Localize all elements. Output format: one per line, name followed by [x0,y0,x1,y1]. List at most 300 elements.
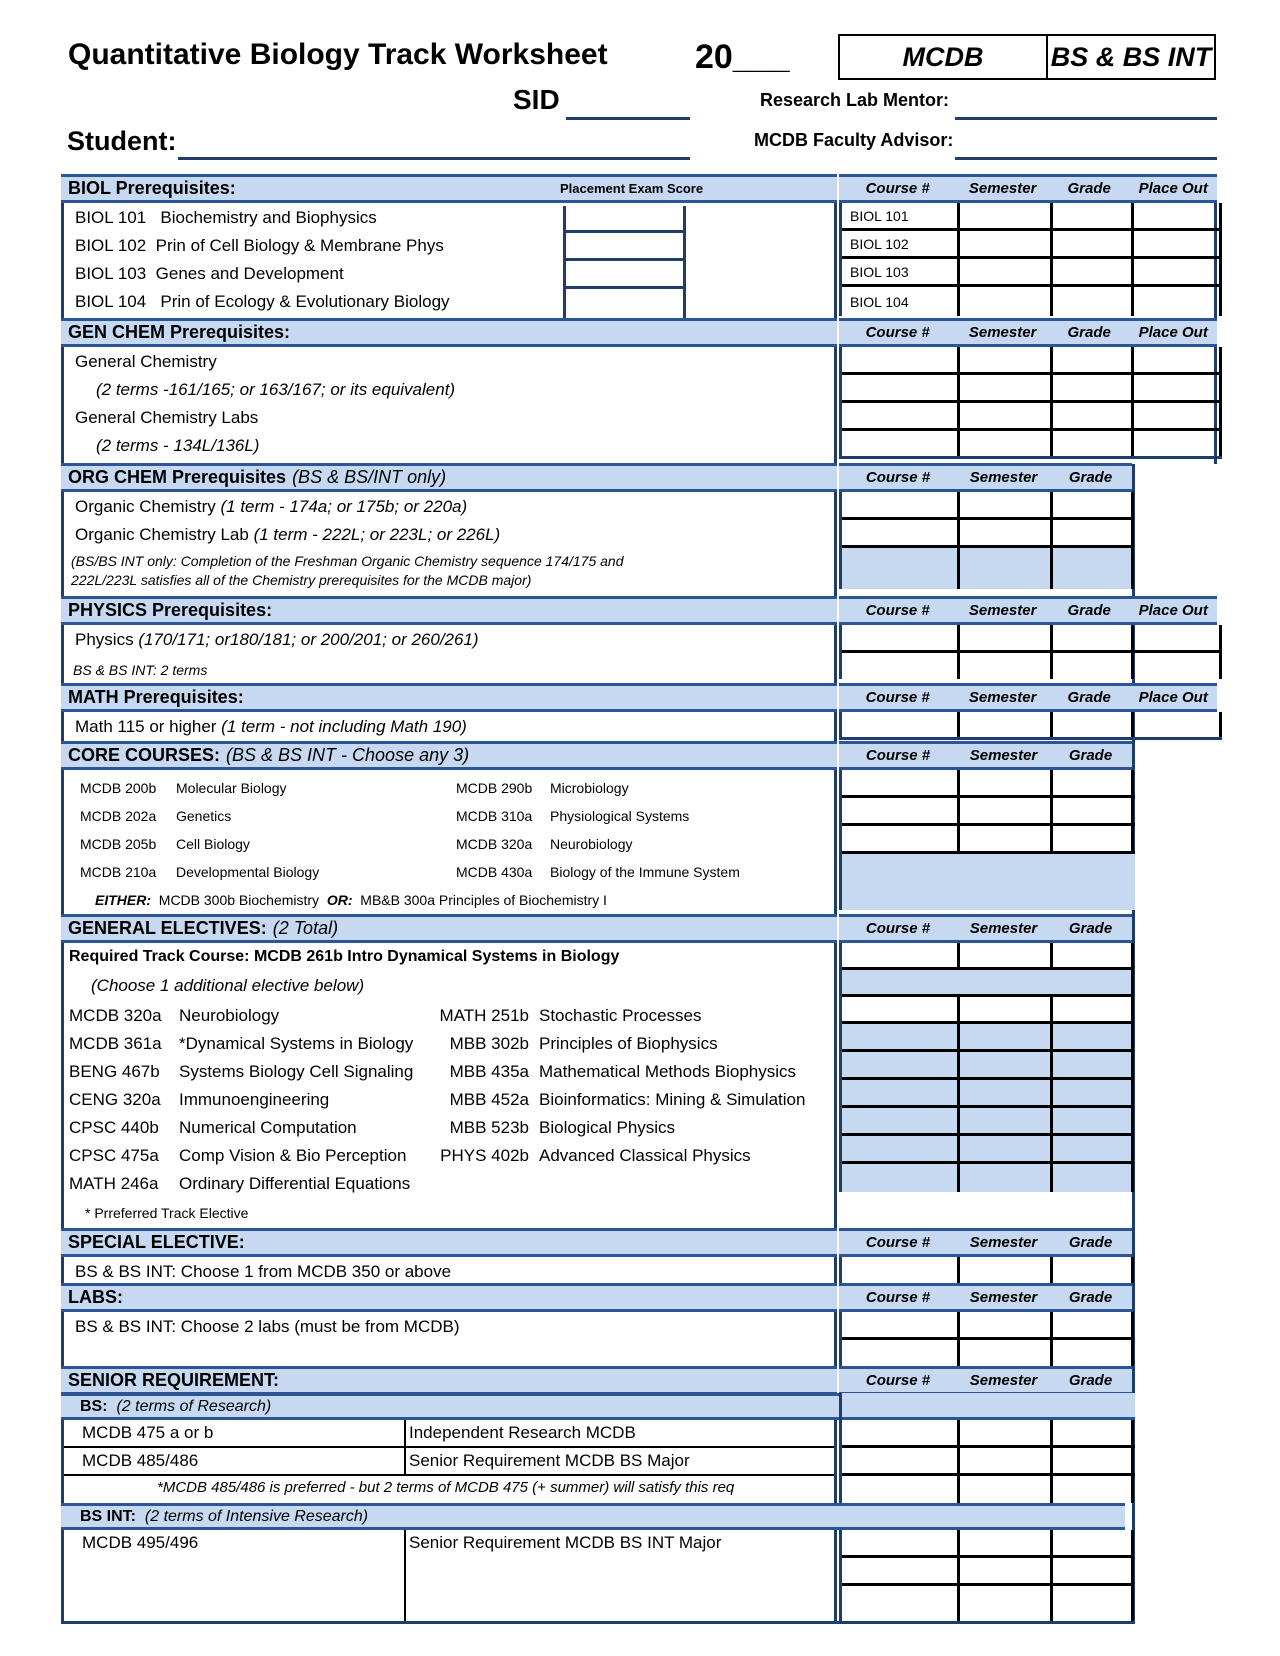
physics-course: Physics [75,630,134,649]
course-cell: BIOL 102 [842,231,960,256]
special-header [61,1228,837,1257]
worksheet-form [61,174,1217,1624]
semester-cell[interactable] [960,231,1053,256]
grade-cell[interactable] [1053,770,1134,795]
course-name: *Dynamical Systems in Biology [179,1034,414,1053]
grade-cell[interactable] [1053,431,1134,456]
physics-col-headers [839,596,1217,625]
course-cell[interactable] [842,770,960,795]
course-name: Independent Research MCDB [409,1423,636,1442]
semester-cell[interactable] [960,347,1053,372]
row-divider [404,1530,406,1621]
course-name: Numerical Computation [179,1118,357,1137]
col-course: Course # [865,1289,931,1306]
course-name: Prin of Ecology & Evolutionary Biology [160,292,450,311]
orgchem-line [75,497,467,517]
semester-cell[interactable] [960,431,1053,456]
col-semester: Semester [969,1234,1038,1251]
course-num: MCDB 320a [69,1006,162,1025]
bs-note: (2 terms of Research) [116,1397,272,1415]
grade-cell[interactable] [1053,997,1134,1021]
genchem-line: General Chemistry Labs [75,408,259,427]
math-grid [839,712,1222,740]
bs-footnote: *MCDB 485/486 is preferred - but 2 terms of MCDB 475 (+ summer) will satisfy this req [157,1479,735,1496]
math-title: MATH Prerequisites: [68,687,244,707]
course-name: Stochastic Processes [539,1006,702,1025]
course-cell[interactable] [842,492,960,517]
page-title: Quantitative Biology Track Worksheet [68,38,608,71]
course-cell[interactable] [842,1420,960,1445]
core-item [80,780,287,796]
grade-cell[interactable] [1053,943,1134,967]
course-cell[interactable] [842,943,960,967]
grade-cell[interactable] [1053,653,1134,679]
semester-cell[interactable] [960,403,1053,428]
choose-note: (Choose 1 additional elective below) [91,976,365,995]
grade-cell[interactable] [1053,203,1134,228]
senior-col-headers [839,1366,1132,1395]
col-semester: Semester [969,747,1038,764]
grade-cell[interactable] [1053,798,1134,823]
grade-cell[interactable] [1053,287,1134,316]
math-col-headers [839,683,1217,712]
semester-cell[interactable] [960,1257,1053,1283]
course-name: Senior Requirement MCDB BS Major [409,1451,690,1470]
electives-title: GENERAL ELECTIVES: [68,918,267,938]
orgchem-terms: (1 term - 222L; or 223L; or 226L) [253,525,501,544]
course-cell[interactable] [842,1476,960,1503]
degree-label: BS & BS INT [1050,41,1212,72]
elective-item [69,1034,414,1054]
shaded-cell [960,1164,1053,1192]
col-grade: Grade [1068,1372,1113,1389]
shaded-cell [1053,1136,1134,1161]
mentor-input[interactable] [955,117,1217,120]
course-num: BIOL 101 [75,208,147,227]
course-cell[interactable] [842,403,960,428]
physics-line [75,630,479,650]
shaded-cell [842,1108,960,1133]
shaded-cell [960,1108,1053,1133]
orgchem-course: Organic Chemistry Lab [75,525,249,544]
col-course: Course # [865,1372,931,1389]
orgchem-col-headers [839,463,1132,492]
grade-cell[interactable] [1053,625,1134,650]
course-cell[interactable] [842,1530,960,1555]
elective-item [69,1006,280,1026]
course-num: PHYS 402b [440,1146,529,1165]
biol-grid [839,203,1222,316]
col-grade: Grade [1068,920,1113,937]
grade-cell[interactable] [1053,1586,1134,1621]
elective-footnote: * Prreferred Track Elective [85,1205,249,1221]
elective-item [69,1146,407,1166]
shaded-cell [960,1052,1053,1077]
orgchem-terms: (1 term - 174a; or 175b; or 220a) [220,497,468,516]
elective-item [439,1090,806,1110]
course-cell[interactable] [842,653,960,679]
shaded-cell [960,1024,1053,1049]
grade-cell[interactable] [1053,520,1134,545]
semester-cell[interactable] [960,653,1053,679]
placeout-cell[interactable] [1134,653,1222,679]
biol-title: BIOL Prerequisites: [68,178,236,198]
course-name: Prin of Cell Biology & Membrane Phys [155,236,444,255]
course-name: Bioinformatics: Mining & Simulation [539,1090,806,1109]
course-cell[interactable] [842,712,960,737]
course-cell[interactable] [842,798,960,823]
course-num: MCDB 320a [456,836,533,852]
course-name: Genetics [176,808,232,824]
elective-item [69,1118,357,1138]
grade-cell[interactable] [1053,1312,1134,1337]
course-num: MBB 452a [449,1090,529,1109]
course-cell[interactable] [842,375,960,400]
course-cell[interactable] [842,1312,960,1337]
placeout-cell[interactable] [1134,259,1222,284]
col-placeout: Place Out [1138,689,1208,706]
semester-cell[interactable] [960,1448,1053,1473]
col-grade: Grade [1068,469,1113,486]
course-cell[interactable] [842,826,960,851]
orgchem-footnote: (BS/BS INT only: Completion of the Freshman Organic Chemistry sequence 174/175 and [71,553,624,569]
semester-cell[interactable] [960,375,1053,400]
core-item [80,808,232,824]
course-name: Genes and Development [155,264,344,283]
genchem-line: (2 terms -161/165; or 163/167; or its equivalent) [96,380,456,399]
course-name: Principles of Biophysics [539,1034,718,1053]
shaded-cell [842,970,960,994]
col-course: Course # [865,747,931,764]
orgchem-note: (BS & BS/INT only) [292,467,447,487]
shaded-cell [842,548,960,589]
course-name: Systems Biology Cell Signaling [179,1062,414,1081]
course-cell[interactable] [842,625,960,650]
course-name: Physiological Systems [550,808,690,824]
genchem-line: (2 terms - 134L/136L) [96,436,260,455]
semester-cell[interactable] [960,520,1053,545]
col-semester: Semester [969,1372,1038,1389]
core-item [456,864,740,880]
grade-cell[interactable] [1053,231,1134,256]
orgchem-course: Organic Chemistry [75,497,216,516]
col-semester: Semester [968,324,1037,341]
core-either [95,892,607,908]
shaded-cell [1053,1080,1134,1105]
shaded-cell [842,1024,960,1049]
semester-cell[interactable] [960,492,1053,517]
course-num: MATH 246a [69,1174,159,1193]
placeout-cell[interactable] [1134,403,1222,428]
course-num: MCDB 475 a or b [82,1423,214,1442]
orgchem-footnote: 222L/223L satisfies all of the Chemistry prerequisites for the MCDB major) [71,572,532,588]
col-course: Course # [865,324,930,341]
course-num: BIOL 102 [75,236,147,255]
bs-label: BS: [80,1397,108,1415]
bsint-grid [839,1530,1134,1621]
physics-grid [839,625,1222,679]
course-num: MCDB 485/486 [82,1451,199,1470]
course-num: CENG 320a [69,1090,161,1109]
course-num: MCDB 200b [80,780,157,796]
semester-cell[interactable] [960,712,1053,737]
orgchem-title: ORG CHEM Prerequisites [68,467,287,487]
labs-title: LABS: [68,1287,123,1307]
elective-item [69,1062,414,1082]
course-num: BIOL 103 [75,264,147,283]
math-course: Math 115 or higher [75,717,217,736]
course-name: Advanced Classical Physics [539,1146,751,1165]
placeout-cell[interactable] [1134,712,1222,737]
placeout-cell[interactable] [1134,347,1222,372]
course-name: Comp Vision & Bio Perception [179,1146,407,1165]
col-grade: Grade [1067,180,1111,197]
course-num: MBB 302b [449,1034,529,1053]
shaded-cell [1053,1024,1134,1049]
col-semester: Semester [968,689,1037,706]
senior-header [61,1366,837,1395]
placeout-cell[interactable] [1134,375,1222,400]
grade-cell[interactable] [1053,712,1134,737]
senior-row [64,1448,834,1476]
bs-grid [839,1393,1135,1503]
placement-score-box[interactable] [563,206,686,318]
orgchem-grid [839,492,1134,589]
core-title: CORE COURSES: [68,745,221,765]
placeout-cell[interactable] [1134,431,1222,456]
shaded-cell [960,970,1053,994]
grade-cell[interactable] [1053,1340,1134,1366]
grade-cell[interactable] [1053,826,1134,851]
course-cell[interactable] [842,997,960,1021]
or-text: MB&B 300a Principles of Biochemistry I [360,892,607,908]
orgchem-header [61,463,837,492]
physics-header [61,596,837,625]
labs-header [61,1283,837,1312]
semester-cell[interactable] [960,1420,1053,1445]
advisor-label: MCDB Faculty Advisor: [754,130,954,150]
semester-cell[interactable] [960,826,1053,851]
special-grid [839,1257,1134,1283]
core-item [80,864,320,880]
elective-item [439,1034,718,1054]
col-course: Course # [865,689,930,706]
physics-note: BS & BS INT: 2 terms [73,662,208,678]
sid-label: SID [513,84,560,115]
col-semester: Semester [969,920,1038,937]
semester-cell[interactable] [960,1476,1053,1503]
bsint-subheader [61,1503,1125,1530]
electives-col-headers [839,914,1132,943]
grade-cell[interactable] [1053,1257,1134,1283]
placeout-cell[interactable] [1134,625,1222,650]
student-input[interactable] [178,157,690,160]
course-num: CPSC 440b [69,1118,159,1137]
mentor-label: Research Lab Mentor: [760,90,950,110]
special-col-headers [839,1228,1132,1257]
sid-input[interactable] [566,117,690,120]
course-name: Microbiology [550,780,629,796]
grade-cell[interactable] [1053,1448,1134,1473]
orgchem-line [75,525,500,545]
genchem-col-headers [839,318,1217,347]
placeout-cell[interactable] [1134,231,1222,256]
core-header [61,741,837,770]
semester-cell[interactable] [960,798,1053,823]
col-semester: Semester [968,180,1037,197]
course-num: MCDB 205b [80,836,157,852]
semester-cell[interactable] [960,203,1053,228]
elective-item [439,1118,676,1138]
row-divider [404,1420,406,1476]
course-num: CPSC 475a [69,1146,159,1165]
semester-cell[interactable] [960,1558,1053,1583]
shaded-cell [1053,970,1134,994]
course-name: Senior Requirement MCDB BS INT Major [409,1533,722,1552]
core-item [456,836,633,852]
semester-cell[interactable] [960,1586,1053,1621]
shaded-cell [1053,1052,1134,1077]
course-num: MATH 251b [439,1006,529,1025]
electives-grid [839,943,1134,1192]
dept-label: MCDB [840,36,1048,78]
course-num: MBB 435a [449,1062,529,1081]
semester-cell[interactable] [960,997,1053,1021]
required-track-course: Required Track Course: MCDB 261b Intro Dynamical Systems in Biology [69,948,620,965]
semester-cell[interactable] [960,625,1053,650]
course-num: MBB 523b [449,1118,529,1137]
labs-grid [839,1312,1134,1366]
course-name: Neurobiology [179,1006,280,1025]
semester-cell[interactable] [960,770,1053,795]
core-grid [839,770,1135,910]
shaded-cell [842,1164,960,1192]
course-name: Molecular Biology [176,780,287,796]
grade-cell[interactable] [1053,375,1134,400]
course-num: MCDB 202a [80,808,157,824]
math-header [61,683,837,712]
biol-header [61,174,837,203]
course-cell[interactable] [842,1558,960,1583]
col-semester: Semester [968,602,1037,619]
advisor-input[interactable] [955,157,1217,160]
col-course: Course # [865,920,931,937]
core-item [80,836,250,852]
col-placeout: Place Out [1138,324,1208,341]
grade-cell[interactable] [1053,1530,1134,1555]
course-cell: BIOL 101 [842,203,960,228]
course-cell[interactable] [842,1448,960,1473]
semester-cell[interactable] [960,1530,1053,1555]
course-name: Developmental Biology [176,864,320,880]
course-cell[interactable] [842,347,960,372]
student-label: Student: [67,126,177,156]
labs-col-headers [839,1283,1132,1312]
semester-cell[interactable] [960,943,1053,967]
course-name: Ordinary Differential Equations [179,1174,411,1193]
col-grade: Grade [1067,324,1111,341]
shaded-cell [842,1052,960,1077]
core-item [456,808,690,824]
electives-note: (2 Total) [272,918,339,938]
course-name: Biological Physics [539,1118,676,1137]
core-item [456,780,629,796]
course-name: Neurobiology [550,836,633,852]
shaded-cell [960,1080,1053,1105]
course-cell[interactable] [842,1340,960,1366]
core-note: (BS & BS INT - Choose any 3) [226,745,470,765]
col-semester: Semester [969,469,1038,486]
bsint-note: (2 terms of Intensive Research) [144,1507,369,1525]
grade-cell[interactable] [1053,492,1134,517]
genchem-title: GEN CHEM Prerequisites: [68,322,291,342]
grade-cell[interactable] [1053,347,1134,372]
grade-cell[interactable] [1053,1476,1134,1503]
shaded-cell [842,1136,960,1161]
either-text: MCDB 300b Biochemistry [158,892,320,908]
semester-cell[interactable] [960,1312,1053,1337]
col-grade: Grade [1068,747,1113,764]
grade-cell[interactable] [1053,1558,1134,1583]
placeout-cell[interactable] [1134,203,1222,228]
semester-cell[interactable] [960,287,1053,316]
course-cell[interactable] [842,1257,960,1283]
genchem-header [61,318,837,347]
course-cell: BIOL 103 [842,259,960,284]
course-num: MCDB 495/496 [82,1533,199,1552]
program-box [838,34,1216,80]
grade-cell[interactable] [1053,403,1134,428]
course-name: Cell Biology [176,836,250,852]
senior-row [64,1530,834,1558]
special-line: BS & BS INT: Choose 1 from MCDB 350 or above [75,1262,452,1281]
course-name: Immunoengineering [179,1090,330,1109]
col-semester: Semester [969,1289,1038,1306]
semester-cell[interactable] [960,1340,1053,1366]
course-num: BENG 467b [69,1062,160,1081]
math-line [75,717,467,737]
electives-header [61,914,837,943]
shaded-cell [842,1080,960,1105]
course-cell: BIOL 104 [842,287,960,316]
course-name: Biochemistry and Biophysics [160,208,377,227]
year-field[interactable]: 20___ [695,38,790,76]
course-cell[interactable] [842,520,960,545]
biol-row [75,292,450,312]
course-name: Biology of the Immune System [550,864,740,880]
course-cell[interactable] [842,1586,960,1621]
col-course: Course # [865,602,930,619]
grade-cell[interactable] [1053,1420,1134,1445]
grade-cell[interactable] [1053,259,1134,284]
course-num: MCDB 290b [456,780,533,796]
shaded-cell [960,548,1053,589]
col-grade: Grade [1068,1289,1113,1306]
col-course: Course # [865,469,931,486]
senior-row [64,1420,834,1448]
biol-row [75,208,377,228]
course-name: Mathematical Methods Biophysics [539,1062,797,1081]
col-course: Course # [865,1234,931,1251]
placeout-cell[interactable] [1134,287,1222,316]
shaded-area [842,854,1135,910]
shaded-cell [1053,1108,1134,1133]
col-placeout: Place Out [1138,180,1208,197]
semester-cell[interactable] [960,259,1053,284]
elective-item [439,1146,751,1166]
elective-item [69,1174,411,1194]
course-cell[interactable] [842,431,960,456]
